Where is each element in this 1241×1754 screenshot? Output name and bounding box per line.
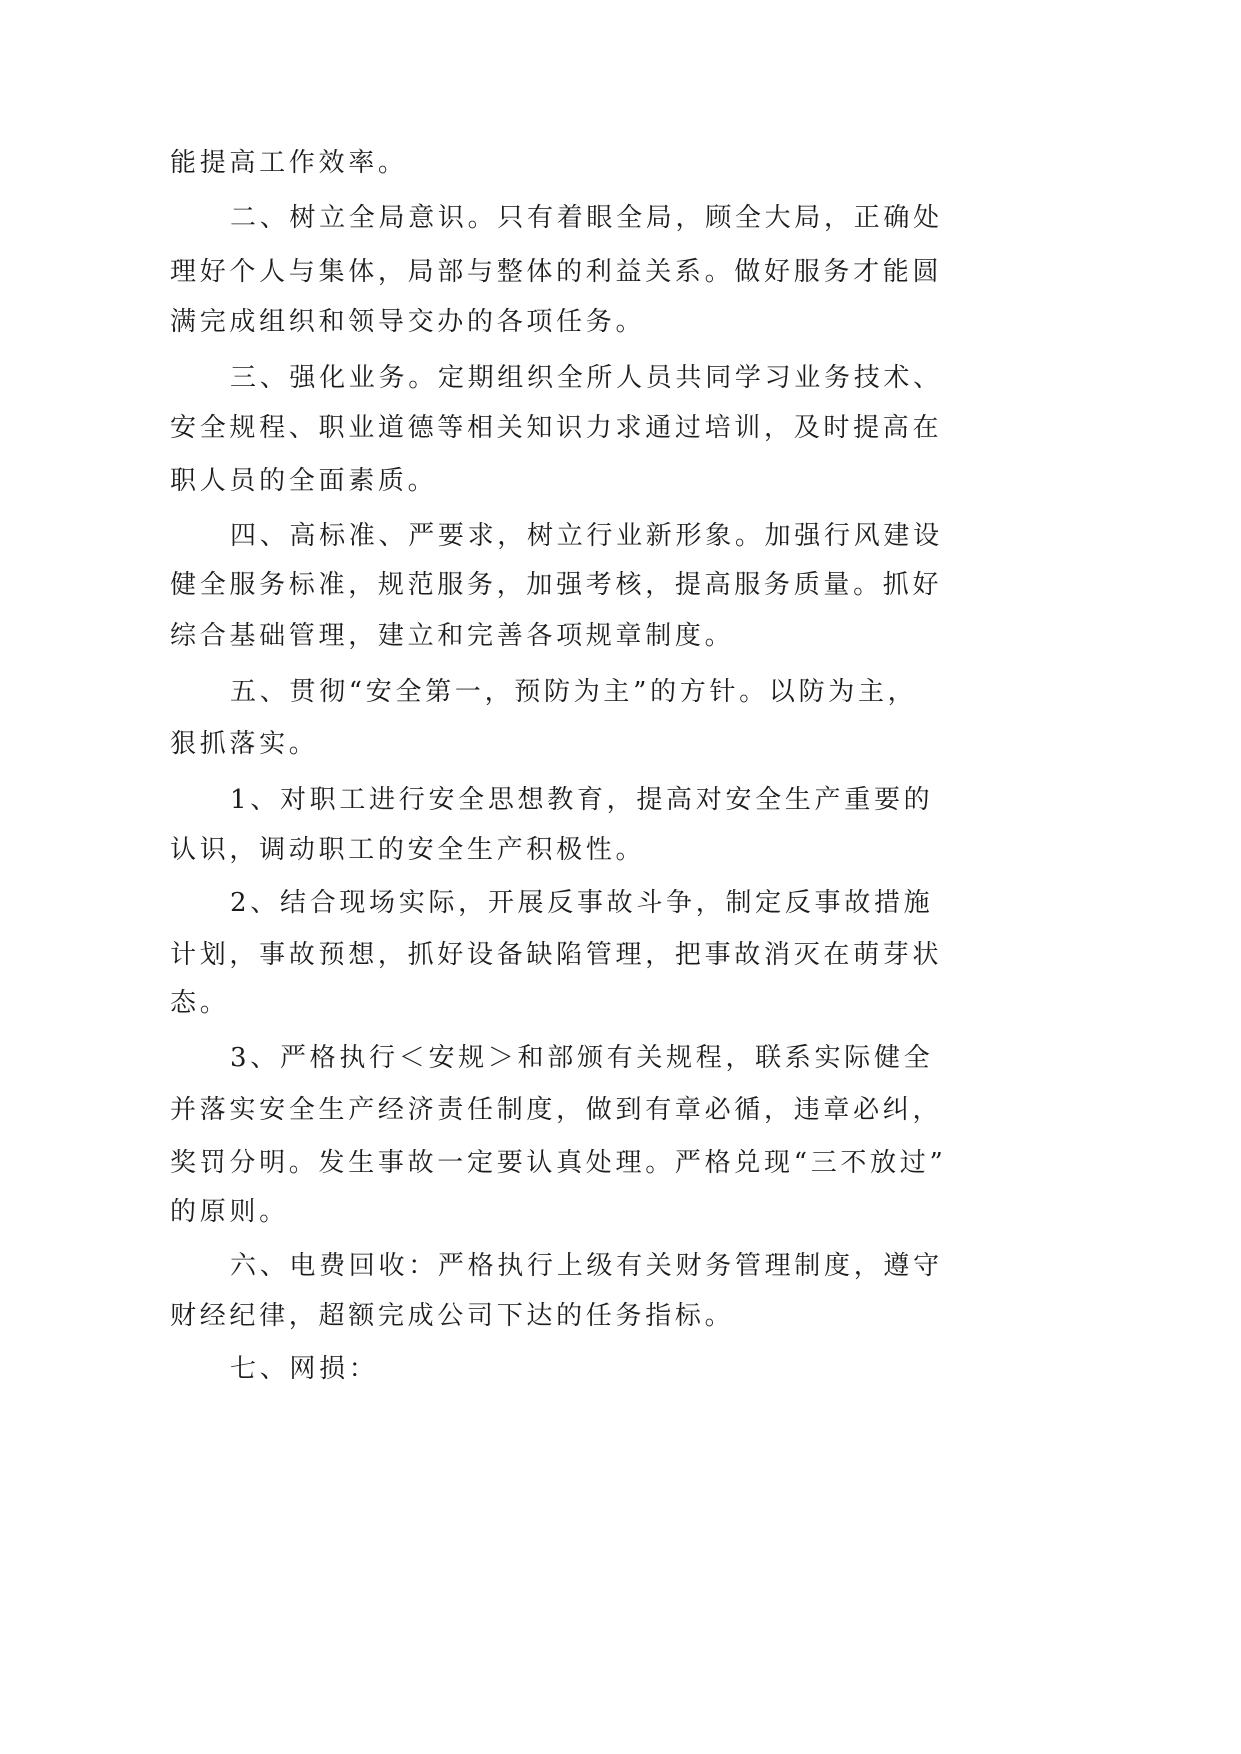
paragraph-line: 奖罚分明。发生事故一定要认真处理。严格兑现“三不放过” [170, 1148, 947, 1178]
paragraph-line: 三、强化业务。定期组织全所人员共同学习业务技术、 [230, 363, 943, 393]
paragraph-line: 认识，调动职工的安全生产积极性。 [170, 835, 646, 865]
paragraph-line: 1、对职工进行安全思想教育，提高对安全生产重要的 [230, 785, 934, 815]
paragraph-line: 态。 [170, 988, 230, 1018]
paragraph-line: 2、结合现场实际，开展反事故斗争，制定反事故措施 [230, 888, 934, 918]
paragraph-line: 满完成组织和领导交办的各项任务。 [170, 307, 646, 337]
paragraph-line: 计划，事故预想，抓好设备缺陷管理，把事故消灭在萌芽状 [170, 940, 943, 970]
paragraph-line: 五、贯彻“安全第一，预防为主”的方针。以防为主， [230, 677, 918, 707]
paragraph-line: 四、高标准、严要求，树立行业新形象。加强行风建设 [230, 521, 943, 551]
paragraph-line: 理好个人与集体，局部与整体的利益关系。做好服务才能圆 [170, 257, 943, 287]
paragraph-line: 七、网损： [230, 1354, 379, 1384]
paragraph-line: 安全规程、职业道德等相关知识力求通过培训，及时提高在 [170, 413, 943, 443]
paragraph-line: 狠抓落实。 [170, 729, 319, 759]
paragraph-line: 健全服务标准，规范服务，加强考核，提高服务质量。抓好 [170, 570, 943, 600]
paragraph-line: 二、树立全局意识。只有着眼全局，顾全大局，正确处 [230, 203, 943, 233]
paragraph-line: 3、严格执行＜安规＞和部颁有关规程，联系实际健全 [230, 1043, 934, 1073]
paragraph-line: 财经纪律，超额完成公司下达的任务指标。 [170, 1301, 735, 1331]
paragraph-line: 综合基础管理，建立和完善各项规章制度。 [170, 621, 735, 651]
paragraph-line: 并落实安全生产经济责任制度，做到有章必循，违章必纠， [170, 1095, 943, 1125]
paragraph-line: 能提高工作效率。 [170, 148, 408, 178]
paragraph-line: 的原则。 [170, 1197, 289, 1227]
paragraph-line: 六、电费回收：严格执行上级有关财务管理制度，遵守 [230, 1251, 943, 1281]
paragraph-line: 职人员的全面素质。 [170, 466, 438, 496]
